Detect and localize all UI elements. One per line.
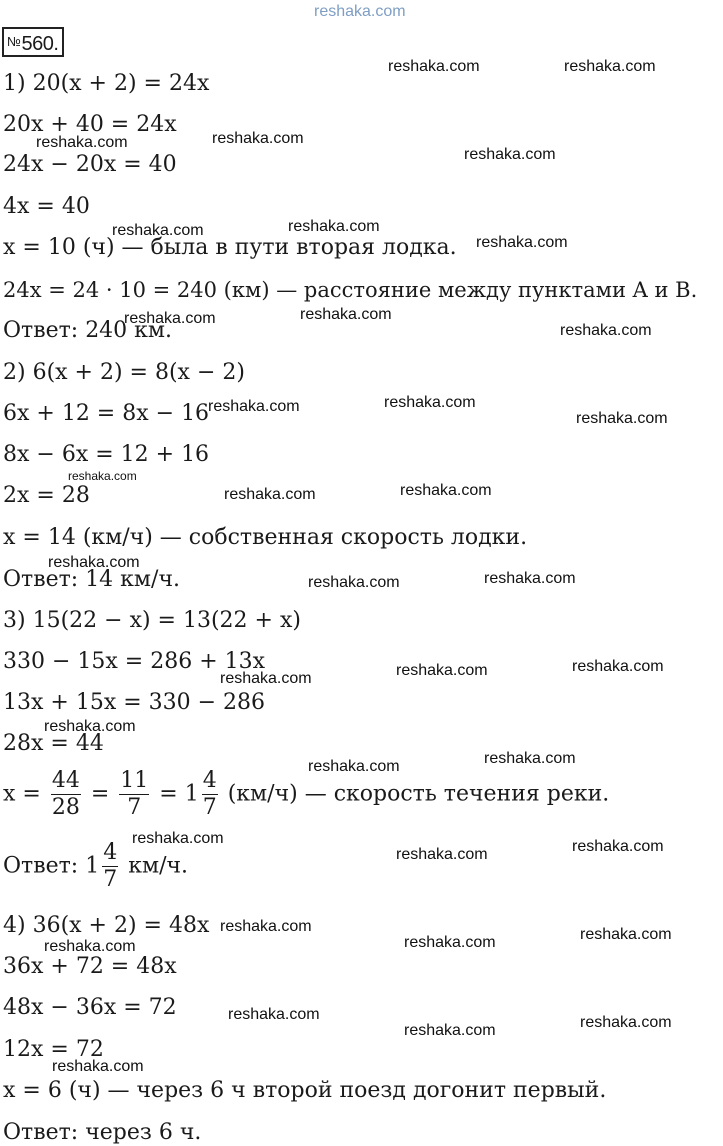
p2-line-1: 2) 6(x + 2) = 8(x − 2) xyxy=(3,360,245,385)
equals-sign: = xyxy=(159,781,178,807)
watermark: reshaka.com xyxy=(220,670,312,687)
watermark: reshaka.com xyxy=(208,398,300,415)
watermark: reshaka.com xyxy=(132,830,224,847)
watermark: reshaka.com xyxy=(400,482,492,499)
p3-line-2: 330 − 15x = 286 + 13x xyxy=(3,649,266,674)
watermark: reshaka.com xyxy=(572,658,664,675)
number-sign: № xyxy=(7,34,21,49)
answer-whole: 1 xyxy=(85,853,100,879)
watermark: reshaka.com xyxy=(288,218,380,235)
fraction-4-7 xyxy=(202,768,218,821)
problem-number: 560. xyxy=(21,33,59,55)
watermark: reshaka.com xyxy=(464,146,556,163)
watermark: reshaka.com xyxy=(220,918,312,935)
fraction-numerator: 4 xyxy=(202,768,217,793)
p4-line-1: 4) 36(x + 2) = 48x xyxy=(3,913,210,938)
p4-answer: Ответ: через 6 ч. xyxy=(3,1120,202,1145)
problem-number-box xyxy=(2,27,64,57)
fraction-11-7 xyxy=(119,768,149,821)
watermark: reshaka.com xyxy=(580,1014,672,1031)
p4-line-2: 36x + 72 = 48x xyxy=(3,954,177,979)
p3-line-3: 13x + 15x = 330 − 286 xyxy=(3,690,266,715)
p3-line-5 xyxy=(3,768,609,821)
watermark: reshaka.com xyxy=(112,222,204,239)
p2-answer: Ответ: 14 км/ч. xyxy=(3,567,180,592)
fraction-numerator: 11 xyxy=(120,768,149,793)
answer-fraction xyxy=(102,840,118,893)
watermark: reshaka.com xyxy=(580,926,672,943)
watermark: reshaka.com xyxy=(52,1058,144,1075)
equals-sign: = xyxy=(90,781,110,807)
watermark: reshaka.com xyxy=(396,662,488,679)
p4-line-4: 12x = 72 xyxy=(3,1037,104,1062)
p1-line-6: 24x = 24 · 10 = 240 (км) — расстояние между пунктами A и B. xyxy=(3,278,698,302)
p1-line-3: 24x − 20x = 40 xyxy=(3,152,177,177)
p1-answer: Ответ: 240 км. xyxy=(3,318,173,343)
answer-label: Ответ: xyxy=(3,853,79,879)
watermark: reshaka.com xyxy=(228,1006,320,1023)
watermark: reshaka.com xyxy=(396,846,488,863)
watermark: reshaka.com xyxy=(308,758,400,775)
p1-line-1: 1) 20(x + 2) = 24x xyxy=(3,71,210,96)
mixed-whole: 1 xyxy=(184,781,199,807)
watermark: reshaka.com xyxy=(384,394,476,411)
p4-line-3: 48x − 36x = 72 xyxy=(3,995,177,1020)
fraction-denominator: 7 xyxy=(127,795,142,820)
watermark: reshaka.com xyxy=(212,130,304,147)
p3-line-4: 28x = 44 xyxy=(3,731,104,756)
top-watermark: reshaka.com xyxy=(314,3,406,20)
fraction-44-28 xyxy=(51,768,81,821)
fraction-numerator: 44 xyxy=(51,768,80,793)
watermark: reshaka.com xyxy=(388,58,480,75)
p3-l5-start: x = xyxy=(3,781,41,807)
watermark: reshaka.com xyxy=(484,750,576,767)
fraction-numerator: 4 xyxy=(103,840,118,865)
p2-line-5: x = 14 (км/ч) — собственная скорость лодки. xyxy=(3,525,528,550)
watermark-small: reshaka.com xyxy=(68,469,137,483)
watermark: reshaka.com xyxy=(36,134,128,151)
watermark: reshaka.com xyxy=(560,322,652,339)
p2-line-4: 2x = 28 xyxy=(3,483,90,508)
watermark: reshaka.com xyxy=(572,838,664,855)
watermark: reshaka.com xyxy=(124,310,216,327)
watermark: reshaka.com xyxy=(476,234,568,251)
watermark: reshaka.com xyxy=(576,410,668,427)
watermark: reshaka.com xyxy=(300,306,392,323)
watermark: reshaka.com xyxy=(308,574,400,591)
p1-line-5: x = 10 (ч) — была в пути вторая лодка. xyxy=(3,235,457,260)
watermark: reshaka.com xyxy=(484,570,576,587)
watermark: reshaka.com xyxy=(564,58,656,75)
p3-l5-end: (км/ч) — скорость течения реки. xyxy=(227,781,610,807)
watermark: reshaka.com xyxy=(48,554,140,571)
watermark: reshaka.com xyxy=(224,486,316,503)
p1-line-4: 4x = 40 xyxy=(3,194,90,219)
watermark: reshaka.com xyxy=(404,1022,496,1039)
answer-unit: км/ч. xyxy=(128,853,189,879)
fraction-denominator: 7 xyxy=(103,867,118,892)
fraction-denominator: 7 xyxy=(202,795,217,820)
p4-line-5: x = 6 (ч) — через 6 ч второй поезд догонит первый. xyxy=(3,1078,607,1103)
watermark: reshaka.com xyxy=(44,938,136,955)
p3-line-1: 3) 15(22 − x) = 13(22 + x) xyxy=(3,608,301,633)
p2-line-2: 6x + 12 = 8x − 16 xyxy=(3,401,210,426)
p1-line-2: 20x + 40 = 24x xyxy=(3,112,177,137)
watermark: reshaka.com xyxy=(44,718,136,735)
fraction-denominator: 28 xyxy=(51,795,80,820)
watermark: reshaka.com xyxy=(404,934,496,951)
p2-line-3: 8x − 6x = 12 + 16 xyxy=(3,442,210,467)
